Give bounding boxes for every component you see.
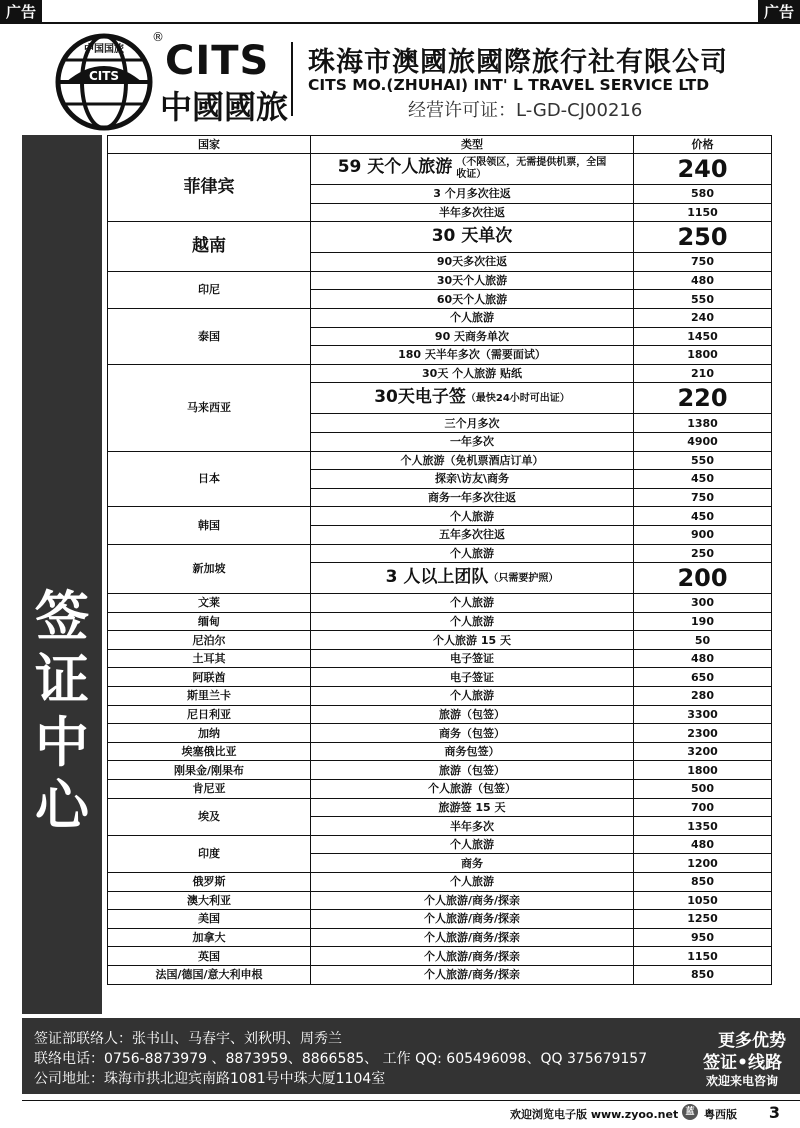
country-cell: 日本: [108, 451, 311, 507]
table-row: [108, 910, 772, 929]
table-row: [108, 928, 772, 947]
slogan-visa-routes: 签证•线路: [703, 1053, 782, 1073]
visa-type-cell: [311, 222, 634, 253]
visa-type-cell: [311, 185, 634, 204]
visa-type-label: 个人旅游: [450, 311, 494, 325]
visa-type-label: 商务（包签）: [439, 726, 505, 740]
visa-type-cell: [311, 594, 634, 613]
visa-type-label: 五年多次往返: [439, 528, 505, 542]
table-row: [108, 705, 772, 724]
table-row: [108, 451, 772, 470]
page-number: 3: [768, 1103, 780, 1122]
country-cell: 土耳其: [108, 649, 311, 668]
visa-type-cell: [311, 327, 634, 346]
visa-type-label: 59 天个人旅游: [337, 157, 453, 177]
sidebar-title-char: 心: [35, 774, 89, 837]
country-cell: 印度: [108, 835, 311, 872]
table-row: [108, 364, 772, 383]
visa-type-cell: [311, 965, 634, 984]
edition-badge-icon: 蓝: [682, 1104, 698, 1120]
price-cell: 850: [634, 873, 772, 892]
price-cell: 1150: [634, 203, 772, 222]
cits-globe-logo: [52, 30, 156, 134]
table-row: [108, 612, 772, 631]
price-cell: 3300: [634, 705, 772, 724]
visa-type-label: 个人旅游/商务/探亲: [423, 912, 521, 926]
visa-type-cell: [311, 835, 634, 854]
price-cell: 50: [634, 631, 772, 650]
visa-type-label: 电子签证: [450, 670, 494, 684]
country-cell: 澳大利亚: [108, 891, 311, 910]
country-cell: 泰国: [108, 308, 311, 364]
visa-type-cell: [311, 798, 634, 817]
visa-type-cell: [311, 383, 634, 414]
price-cell: 550: [634, 290, 772, 309]
table-row: [108, 222, 772, 253]
visa-type-label: 电子签证: [450, 652, 494, 666]
table-header-row: [108, 136, 772, 154]
visa-type-cell: [311, 290, 634, 309]
visa-type-cell: [311, 414, 634, 433]
price-cell: 480: [634, 649, 772, 668]
table-row: [108, 308, 772, 327]
visa-type-note: （只需要护照）: [488, 573, 559, 585]
visa-type-cell: [311, 432, 634, 451]
visa-type-label: 30天电子签: [374, 387, 466, 408]
visa-type-cell: [311, 364, 634, 383]
country-cell: 文莱: [108, 594, 311, 613]
visa-type-cell: [311, 631, 634, 650]
price-cell: 750: [634, 253, 772, 272]
slogan-more-advantages: 更多优势: [718, 1031, 786, 1051]
country-cell: 埃塞俄比亚: [108, 742, 311, 761]
visa-type-cell: [311, 451, 634, 470]
visa-type-cell: [311, 687, 634, 706]
price-cell: 1800: [634, 761, 772, 780]
bottom-rule: [22, 1100, 800, 1101]
price-cell: 210: [634, 364, 772, 383]
visa-type-label: 半年多次往返: [439, 205, 505, 219]
visa-type-note: （不限领区，无需提供机票，全国收证）: [456, 157, 607, 180]
table-row: [108, 835, 772, 854]
visa-type-cell: [311, 253, 634, 272]
country-cell: 肯尼亚: [108, 780, 311, 799]
contact-persons: 签证部联络人：张书山、马春宇、刘秋明、周秀兰: [34, 1031, 342, 1047]
visa-type-cell: [311, 780, 634, 799]
table-row: [108, 798, 772, 817]
price-cell: 450: [634, 470, 772, 489]
contact-phone: 联络电话：0756-8873979 、8873959、8866585、 工作 QQ: 605496098、QQ 375679157: [34, 1051, 648, 1067]
table-row: [108, 544, 772, 563]
table-row: [108, 668, 772, 687]
company-address: 公司地址：珠海市拱北迎宾南路1081号中珠大厦1104室: [34, 1071, 386, 1087]
country-cell: 英国: [108, 947, 311, 966]
visa-type-label: 个人旅游: [450, 875, 494, 889]
country-cell: 韩国: [108, 507, 311, 544]
visa-type-label: 旅游（包签）: [439, 707, 505, 721]
country-cell: 俄罗斯: [108, 873, 311, 892]
edition-name: 粤西版: [704, 1108, 737, 1121]
visa-type-label: 三个月多次: [444, 416, 500, 430]
visa-type-label: 个人旅游 15 天: [433, 633, 511, 647]
table-row: [108, 965, 772, 984]
company-name-en: CITS MO.(ZHUHAI) INT' L TRAVEL SERVICE LTD: [308, 76, 710, 94]
table-header-cell: 类型: [311, 136, 634, 154]
visa-center-sidebar: [22, 135, 102, 1014]
table-row: [108, 594, 772, 613]
visa-type-label: 3 个月多次往返: [433, 187, 511, 201]
visa-type-label: 个人旅游: [450, 614, 494, 628]
visa-type-label: 个人旅游/商务/探亲: [423, 949, 521, 963]
price-cell: 200: [634, 563, 772, 594]
visa-type-label: 90天多次往返: [436, 255, 508, 269]
visa-type-label: 3 人以上团队: [385, 567, 489, 588]
visa-type-cell: [311, 525, 634, 544]
table-row: [108, 271, 772, 290]
visa-type-label: 30天个人旅游: [436, 274, 508, 288]
visa-type-cell: [311, 203, 634, 222]
country-cell: 埃及: [108, 798, 311, 835]
price-cell: 950: [634, 928, 772, 947]
visa-type-label: 旅游签 15 天: [438, 800, 506, 814]
country-cell: 加拿大: [108, 928, 311, 947]
visa-type-cell: [311, 563, 634, 594]
visa-type-note: （最快24小时可出证）: [465, 393, 570, 405]
visa-type-label: 商务包签）: [444, 745, 500, 759]
visa-type-label: 探亲\访友\商务: [434, 472, 510, 486]
brand-name-en: CITS: [165, 38, 270, 84]
country-cell: 尼日利亚: [108, 705, 311, 724]
svg-text:中国国旅: 中国国旅: [84, 44, 124, 55]
table-row: [108, 687, 772, 706]
top-rule: [0, 22, 800, 24]
country-cell: 马来西亚: [108, 364, 311, 451]
table-row: [108, 649, 772, 668]
visa-type-label: 个人旅游（免机票酒店订单）: [400, 453, 544, 467]
visa-type-label: 个人旅游: [450, 689, 494, 703]
table-row: [108, 724, 772, 743]
visa-type-cell: [311, 724, 634, 743]
visa-type-label: 个人旅游: [450, 546, 494, 560]
visa-type-cell: [311, 154, 634, 185]
registered-mark: ®: [152, 30, 164, 44]
table-header-cell: 价格: [634, 136, 772, 154]
visa-type-label: 30天 个人旅游 贴纸: [422, 367, 522, 381]
visa-type-label: 旅游（包签）: [439, 763, 505, 777]
price-cell: 240: [634, 308, 772, 327]
visa-type-cell: [311, 891, 634, 910]
country-cell: 新加坡: [108, 544, 311, 594]
table-row: [108, 873, 772, 892]
country-cell: 法国/德国/意大利申根: [108, 965, 311, 984]
table-row: [108, 761, 772, 780]
price-cell: 280: [634, 687, 772, 706]
price-cell: 2300: [634, 724, 772, 743]
country-cell: 刚果金/刚果布: [108, 761, 311, 780]
business-license: 经营许可证：L-GD-CJ00216: [408, 100, 643, 121]
table-row: [108, 742, 772, 761]
visa-type-cell: [311, 928, 634, 947]
price-cell: 240: [634, 154, 772, 185]
price-cell: 190: [634, 612, 772, 631]
price-cell: 250: [634, 222, 772, 253]
visa-type-cell: [311, 910, 634, 929]
table-row: [108, 947, 772, 966]
price-cell: 1380: [634, 414, 772, 433]
company-name-cn: 珠海市澳國旅國際旅行社有限公司: [308, 47, 728, 78]
price-cell: 650: [634, 668, 772, 687]
table-row: [108, 780, 772, 799]
price-cell: 450: [634, 507, 772, 526]
country-cell: 印尼: [108, 271, 311, 308]
visa-type-cell: [311, 271, 634, 290]
ad-label-left: 广告: [0, 0, 42, 24]
price-cell: 850: [634, 965, 772, 984]
visa-type-label: 个人旅游: [450, 596, 494, 610]
price-cell: 550: [634, 451, 772, 470]
country-cell: 美国: [108, 910, 311, 929]
visa-type-label: 半年多次: [450, 819, 494, 833]
visa-type-cell: [311, 761, 634, 780]
visa-type-label: 个人旅游/商务/探亲: [423, 931, 521, 945]
country-cell: 尼泊尔: [108, 631, 311, 650]
footer-contact-panel: [22, 1018, 800, 1094]
table-row: [108, 891, 772, 910]
price-cell: 500: [634, 780, 772, 799]
visa-type-label: 30 天单次: [431, 226, 513, 247]
country-cell: 斯里兰卡: [108, 687, 311, 706]
table-header-cell: 国家: [108, 136, 311, 154]
sidebar-title-char: 中: [35, 711, 89, 774]
browse-online-text: 欢迎浏览电子版 www.zyoo.net: [510, 1108, 679, 1121]
visa-type-label: 90 天商务单次: [434, 329, 510, 343]
price-cell: 250: [634, 544, 772, 563]
visa-type-cell: [311, 544, 634, 563]
price-cell: 220: [634, 383, 772, 414]
visa-type-label: 个人旅游/商务/探亲: [423, 968, 521, 982]
header-divider: [291, 42, 293, 116]
visa-type-cell: [311, 668, 634, 687]
visa-type-label: 个人旅游（包签）: [428, 782, 516, 796]
price-cell: 1450: [634, 327, 772, 346]
visa-type-cell: [311, 346, 634, 365]
ad-label-right: 广告: [758, 0, 800, 24]
visa-type-cell: [311, 705, 634, 724]
visa-type-cell: [311, 507, 634, 526]
visa-type-cell: [311, 817, 634, 836]
price-cell: 580: [634, 185, 772, 204]
slogan-welcome-call: 欢迎来电咨询: [705, 1074, 778, 1088]
visa-type-cell: [311, 308, 634, 327]
sidebar-title-char: 证: [35, 648, 89, 711]
price-cell: 480: [634, 835, 772, 854]
visa-type-label: 180 天半年多次（需要面试）: [398, 348, 546, 362]
price-cell: 1800: [634, 346, 772, 365]
price-cell: 1150: [634, 947, 772, 966]
price-cell: 700: [634, 798, 772, 817]
svg-text:CITS: CITS: [88, 69, 120, 83]
visa-type-label: 个人旅游: [450, 838, 494, 852]
sidebar-title: [22, 585, 102, 837]
visa-type-cell: [311, 873, 634, 892]
price-cell: 300: [634, 594, 772, 613]
price-cell: 900: [634, 525, 772, 544]
visa-type-label: 60天个人旅游: [436, 292, 508, 306]
visa-type-cell: [311, 488, 634, 507]
country-cell: 越南: [108, 222, 311, 272]
price-cell: 750: [634, 488, 772, 507]
price-cell: 1250: [634, 910, 772, 929]
visa-type-label: 一年多次: [450, 435, 494, 449]
price-cell: 1200: [634, 854, 772, 873]
country-cell: 加纳: [108, 724, 311, 743]
visa-type-cell: [311, 854, 634, 873]
visa-price-table: [107, 135, 772, 985]
visa-type-cell: [311, 649, 634, 668]
price-cell: 480: [634, 271, 772, 290]
visa-type-label: 个人旅游/商务/探亲: [423, 893, 521, 907]
table-row: [108, 631, 772, 650]
country-cell: 缅甸: [108, 612, 311, 631]
visa-type-label: 个人旅游: [450, 509, 494, 523]
visa-type-label: 商务: [461, 856, 483, 870]
brand-name-cn: 中國國旅: [160, 88, 289, 126]
visa-type-cell: [311, 612, 634, 631]
price-cell: 1050: [634, 891, 772, 910]
table-row: [108, 154, 772, 185]
country-cell: 菲律宾: [108, 154, 311, 222]
price-cell: 1350: [634, 817, 772, 836]
visa-type-cell: [311, 470, 634, 489]
price-cell: 3200: [634, 742, 772, 761]
sidebar-title-char: 签: [35, 585, 89, 648]
country-cell: 阿联酋: [108, 668, 311, 687]
table-row: [108, 507, 772, 526]
visa-type-cell: [311, 947, 634, 966]
visa-type-label: 商务一年多次往返: [428, 491, 516, 505]
visa-type-cell: [311, 742, 634, 761]
price-cell: 4900: [634, 432, 772, 451]
